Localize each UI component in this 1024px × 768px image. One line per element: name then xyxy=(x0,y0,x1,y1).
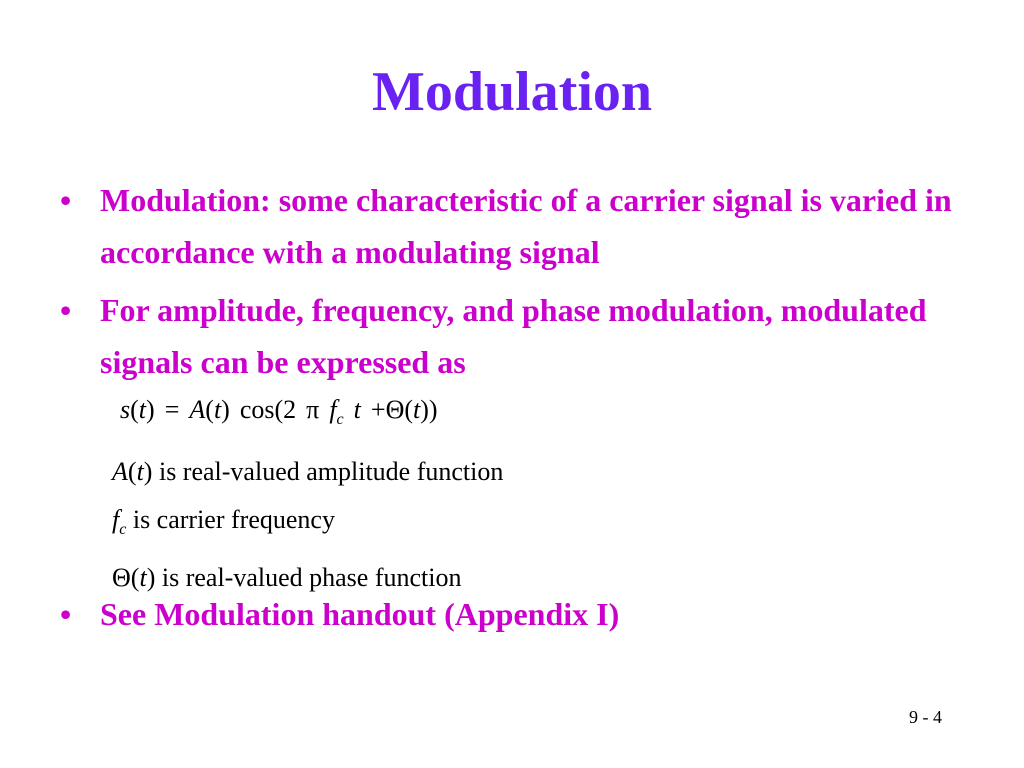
equation-block xyxy=(112,386,503,602)
modulation-equation: s(t) = A(t) cos(2 π $f_c$ t +Θ(t)) xyxy=(120,395,438,429)
bullet-dot-icon: • xyxy=(60,596,72,632)
bullet-item-handout xyxy=(60,588,1024,640)
definition-amplitude: A(t) is real-valued amplitude function xyxy=(112,457,504,487)
bullet-text: Modulation: some characteristic of a carrier signal is varied in accordance with a modulating signal xyxy=(100,182,952,270)
page-number: 9 - 4 xyxy=(909,707,942,727)
bullet-item xyxy=(60,284,990,388)
bullet-item xyxy=(60,174,990,278)
definition-phase: Θ(t) is real-valued phase function xyxy=(112,563,462,593)
bullet-text: See Modulation handout (Appendix I) xyxy=(100,596,620,632)
bullet-dot-icon: • xyxy=(60,292,72,328)
bullet-list xyxy=(60,174,990,394)
bullet-dot-icon: • xyxy=(60,182,72,218)
definitions xyxy=(112,448,503,602)
definition-carrier-frequency: $f_c$ is carrier frequency xyxy=(112,505,335,539)
slide-title: Modulation xyxy=(371,61,653,123)
bullet-text: For amplitude, frequency, and phase modulation, modulated signals can be expressed as xyxy=(100,292,927,380)
